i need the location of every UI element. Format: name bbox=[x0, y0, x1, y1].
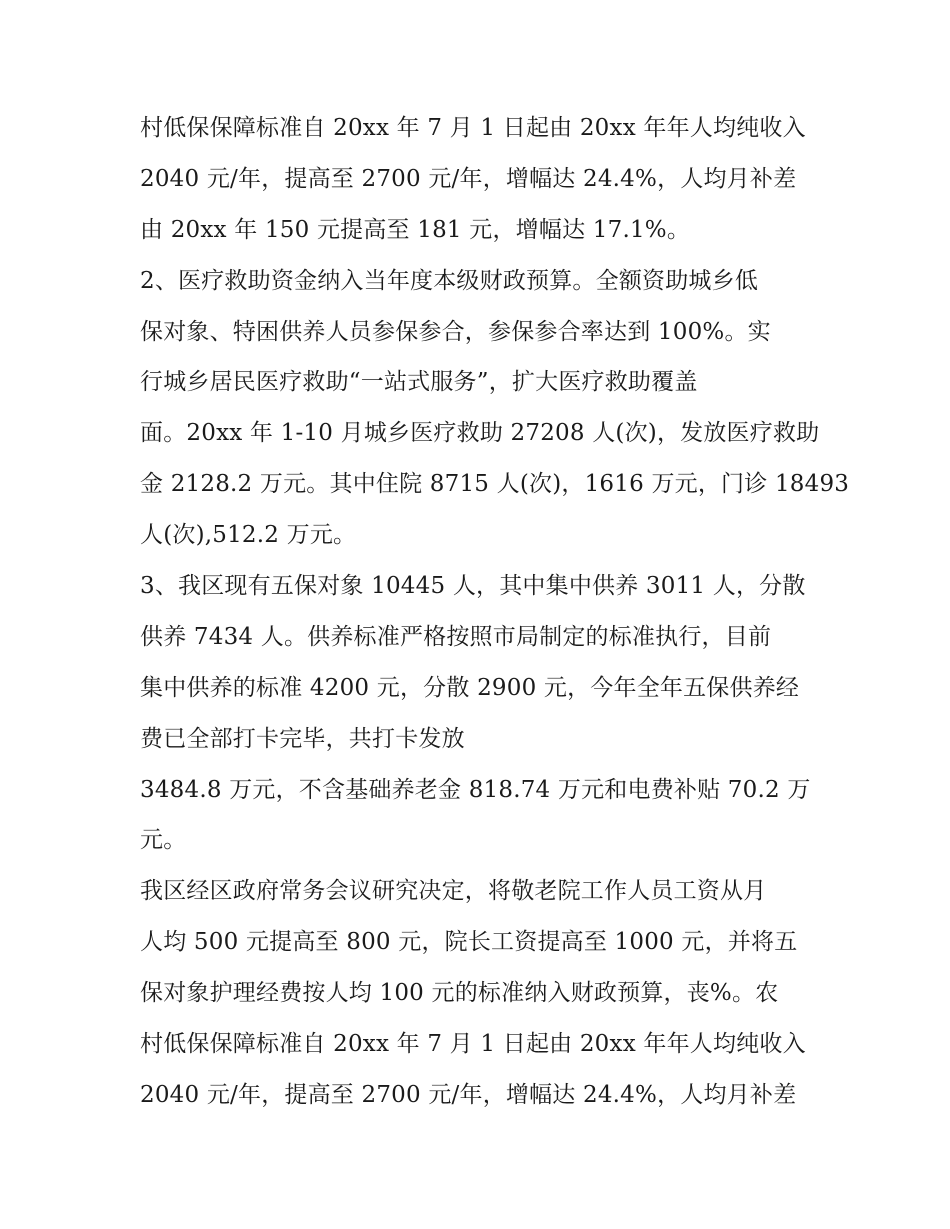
text-line: 行城乡居民医疗救助“一站式服务”，扩大医疗救助覆盖 bbox=[140, 369, 698, 396]
text-line: 3、我区现有五保对象 10445 人，其中集中供养 3011 人，分散 bbox=[140, 573, 806, 600]
text-line: 由 20xx 年 150 元提高至 181 元，增幅达 17.1%。 bbox=[140, 216, 691, 243]
text-line: 集中供养的标准 4200 元，分散 2900 元，今年全年五保供养经 bbox=[140, 674, 800, 701]
text-line: 供养 7434 人。供养标准严格按照市局制定的标准执行，目前 bbox=[140, 623, 772, 650]
text-line: 元。 bbox=[140, 827, 187, 854]
text-line: 金 2128.2 万元。其中住院 8715 人(次)，1616 万元，门诊 18493 bbox=[140, 471, 850, 498]
document-body bbox=[140, 103, 850, 1121]
text-line: 人均 500 元提高至 800 元，院长工资提高至 1000 元，并将五 bbox=[140, 929, 798, 956]
text-line: 2040 元/年，提高至 2700 元/年，增幅达 24.4%，人均月补差 bbox=[140, 1081, 797, 1108]
text-line: 村低保保障标准自 20xx 年 7 月 1 日起由 20xx 年年人均纯收入 bbox=[140, 115, 806, 141]
text-line: 人(次),512.2 万元。 bbox=[140, 522, 357, 549]
text-line: 费已全部打卡完毕，共打卡发放 bbox=[140, 725, 465, 752]
text-line: 2040 元/年，提高至 2700 元/年，增幅达 24.4%，人均月补差 bbox=[140, 165, 797, 192]
text-line: 保对象护理经费按人均 100 元的标准纳入财政预算，丧%。农 bbox=[140, 980, 779, 1007]
text-line: 3484.8 万元，不含基础养老金 818.74 万元和电费补贴 70.2 万 bbox=[140, 776, 811, 803]
text-line: 面。20xx 年 1-10 月城乡医疗救助 27208 人(次)，发放医疗救助 bbox=[140, 420, 820, 447]
text-line: 保对象、特困供养人员参保参合，参保参合率达到 100%。实 bbox=[140, 318, 771, 345]
text-line: 村低保保障标准自 20xx 年 7 月 1 日起由 20xx 年年人均纯收入 bbox=[140, 1031, 806, 1058]
text-line: 我区经区政府常务会议研究决定，将敬老院工作人员工资从月 bbox=[140, 878, 767, 905]
text-line: 2、医疗救助资金纳入当年度本级财政预算。全额资助城乡低 bbox=[140, 267, 759, 294]
